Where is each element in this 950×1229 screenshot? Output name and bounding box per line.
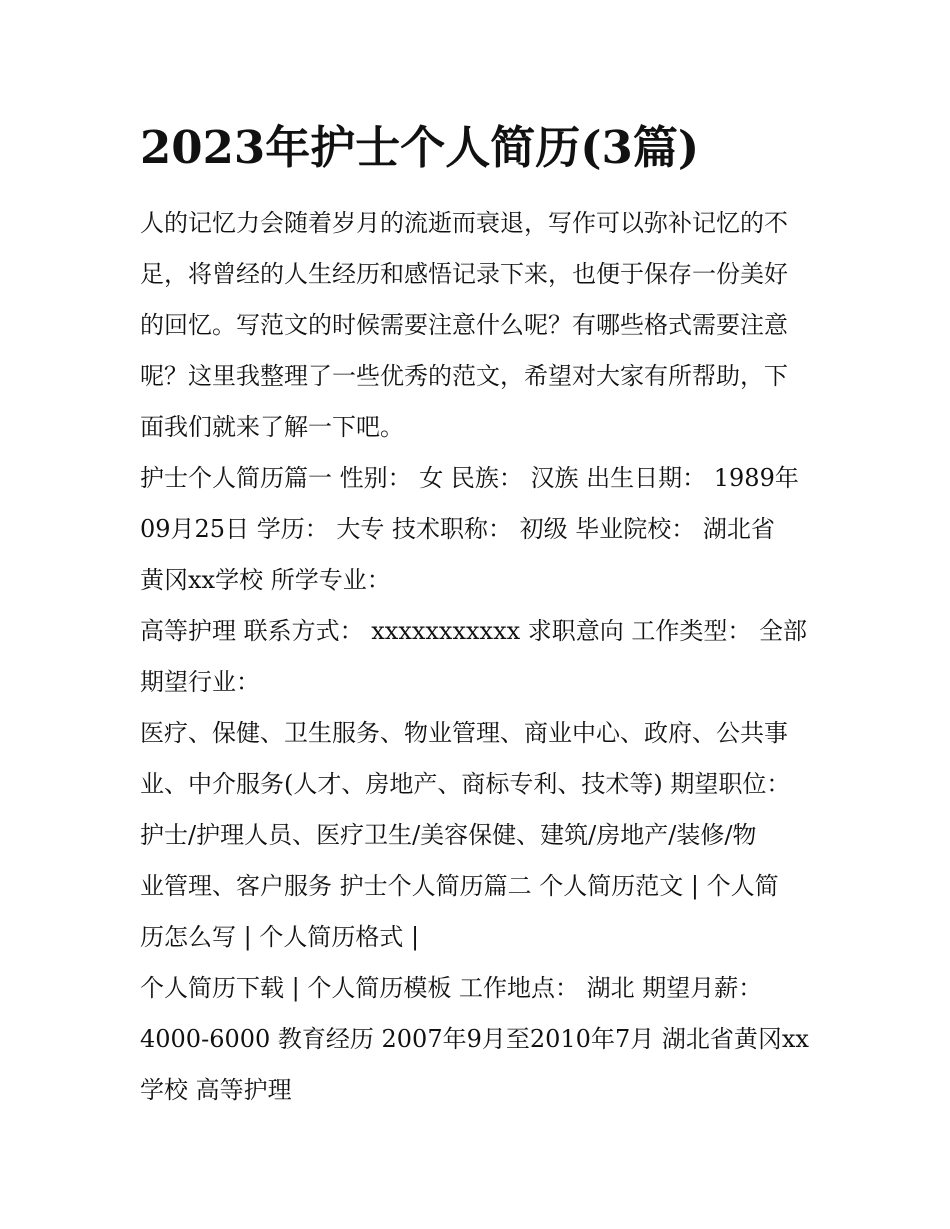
paragraph-line: 09月25日 学历： 大专 技术职称： 初级 毕业院校： 湖北省 [140, 515, 775, 543]
paragraph-line: 人的记忆力会随着岁月的流逝而衰退，写作可以弥补记忆的不 [140, 209, 788, 237]
paragraph-line: 的回忆。写范文的时候需要注意什么呢？有哪些格式需要注意 [140, 311, 788, 339]
paragraph-line: 黄冈xx学校 所学专业： [140, 566, 391, 594]
paragraph-line: 护士个人简历篇一 性别： 女 民族： 汉族 出生日期： 1989年 [140, 464, 799, 492]
paragraph-line: 期望行业： [140, 668, 260, 696]
paragraph-line: 历怎么写 | 个人简历格式 | [140, 923, 420, 951]
paragraph-line: 个人简历下载 | 个人简历模板 工作地点： 湖北 期望月薪： [140, 974, 763, 1002]
paragraph-line: 4000-6000 教育经历 2007年9月至2010年7月 湖北省黄冈xx [140, 1025, 809, 1053]
paragraph-line: 足，将曾经的人生经历和感悟记录下来，也便于保存一份美好 [140, 260, 788, 288]
paragraph-line: 学校 高等护理 [140, 1076, 292, 1104]
paragraph-line: 面我们就来了解一下吧。 [140, 413, 404, 441]
paragraph-line: 呢？这里我整理了一些优秀的范文，希望对大家有所帮助，下 [140, 362, 788, 390]
paragraph-line: 护士/护理人员、医疗卫生/美容保健、建筑/房地产/装修/物 [140, 821, 757, 849]
paragraph-line: 高等护理 联系方式： xxxxxxxxxxx 求职意向 工作类型： 全部 [140, 617, 808, 645]
document-title: 2023年护士个人简历(3篇) [140, 121, 700, 174]
document-body [140, 198, 820, 1116]
paragraph-line: 医疗、保健、卫生服务、物业管理、商业中心、政府、公共事 [140, 719, 788, 747]
paragraph-line: 业、中介服务(人才、房地产、商标专利、技术等) 期望职位： [140, 770, 791, 798]
paragraph-line: 业管理、客户服务 护士个人简历篇二 个人简历范文 | 个人简 [140, 872, 779, 900]
